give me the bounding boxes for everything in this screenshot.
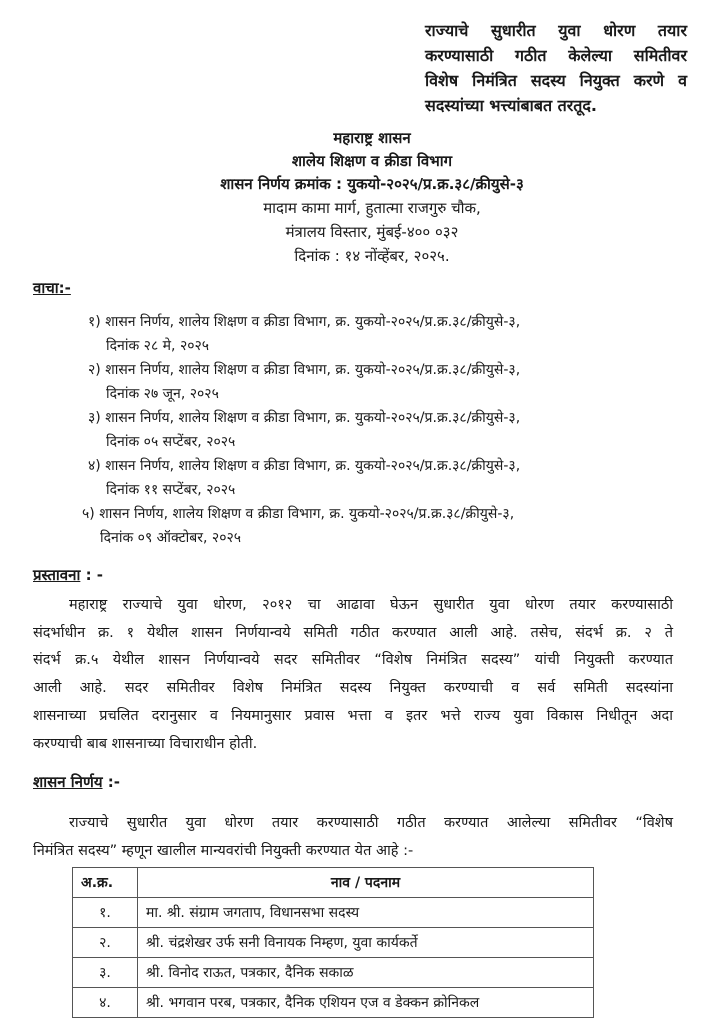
address-line-1: मादाम कामा मार्ग, हुतात्मा राजगुरु चौक,: [263, 199, 481, 217]
gr-number: शासन निर्णय क्रमांक : युकयो-२०२५/प्र.क्र.३८/क्रीयुसे-३: [220, 175, 524, 193]
reference-line: ५) शासन निर्णय, शालेय शिक्षण व क्रीडा विभाग, क्र. युकयो-२०२५/प्र.क्र.३८/क्रीयुसे-३,: [82, 506, 515, 522]
department-name: शालेय शिक्षण व क्रीडा विभाग: [291, 152, 453, 170]
address-line-2: मंत्रालय विस्तार, मुंबई-४०० ०३२: [285, 223, 459, 241]
reference-line: ४) शासन निर्णय, शालेय शिक्षण व क्रीडा विभाग, क्र. युकयो-२०२५/प्र.क्र.३८/क्रीयुसे-३,: [88, 458, 521, 474]
government-name: महाराष्ट्र शासन: [333, 129, 411, 147]
reference-line: १) शासन निर्णय, शालेय शिक्षण व क्रीडा विभाग, क्र. युकयो-२०२५/प्र.क्र.३८/क्रीयुसे-३,: [88, 314, 521, 330]
read-heading: वाचा:-: [33, 279, 71, 297]
paragraph-line: शासनाच्या प्रचलित दरानुसार व नियमानुसार प्रवास भत्ता व इतर भत्ते राज्य युवा विकास निधीतून अदा: [33, 707, 673, 724]
serial-cell: ४.: [73, 988, 138, 1018]
subject-line: विशेष निमंत्रित सदस्य नियुक्त करणे व: [425, 71, 687, 90]
reference-line: ३) शासन निर्णय, शालेय शिक्षण व क्रीडा विभाग, क्र. युकयो-२०२५/प्र.क्र.३८/क्रीयुसे-३,: [88, 410, 521, 426]
decision-paragraph: [33, 810, 673, 865]
decision-heading: [33, 772, 120, 792]
name-cell: श्री. चंद्रशेखर उर्फ सनी विनायक निम्हण, युवा कार्यकर्ते: [138, 928, 594, 958]
table-row: [73, 898, 594, 928]
reference-item: [88, 358, 520, 406]
table-row: [73, 928, 594, 958]
table-header-row: [73, 868, 594, 898]
reference-item: [88, 454, 520, 502]
subject-line: सदस्यांच्या भत्त्यांबाबत तरतूद.: [425, 96, 598, 115]
reference-item: [88, 310, 520, 358]
preamble-heading-suffix: : -: [80, 566, 104, 584]
serial-cell: १.: [73, 898, 138, 928]
subject-line: करण्यासाठी गठीत केलेल्या समितीवर: [425, 46, 687, 65]
reference-item: [82, 502, 514, 550]
reference-date: दिनांक ०५ सप्टेंबर, २०२५: [106, 434, 236, 450]
decision-heading-text: शासन निर्णय: [33, 773, 103, 791]
paragraph-line: निमंत्रित सदस्य” म्हणून खालील मान्यवरांची नियुक्ती करण्यात येत आहे :-: [33, 842, 414, 859]
preamble-heading-text: प्रस्तावना: [33, 566, 81, 584]
reference-date: दिनांक २७ जून, २०२५: [106, 386, 219, 402]
paragraph-line: संदर्भाधीन क्र. १ येथील शासन निर्णयान्वये समिती गठीत करण्यात आली आहे. तसेच, संदर्भ क्र. २ ते: [33, 624, 673, 641]
table-row: [73, 988, 594, 1018]
serial-cell: ३.: [73, 958, 138, 988]
decision-heading-suffix: :-: [102, 773, 120, 791]
reference-date: दिनांक ११ सप्टेंबर, २०२५: [106, 482, 236, 498]
paragraph-line: करण्याची बाब शासनाच्या विचाराधीन होती.: [33, 735, 258, 752]
reference-line: २) शासन निर्णय, शालेय शिक्षण व क्रीडा विभाग, क्र. युकयो-२०२५/प्र.क्र.३८/क्रीयुसे-३,: [88, 362, 521, 378]
column-header-name: नाव / पदनाम: [138, 868, 594, 898]
subject-line: राज्याचे सुधारीत युवा धोरण तयार: [425, 21, 687, 40]
name-cell: श्री. भगवान परब, पत्रकार, दैनिक एशियन एज व डेक्कन क्रोनिकल: [138, 988, 594, 1018]
paragraph-line: संदर्भ क्र.५ येथील शासन निर्णयान्वये सदर समितीवर “विशेष निमंत्रित सदस्य” यांची नियुक्ती करण्यात: [33, 652, 673, 669]
table-row: [73, 958, 594, 988]
reference-item: [88, 406, 520, 454]
paragraph-line: महाराष्ट्र राज्याचे युवा धोरण, २०१२ चा आढावा घेऊन सुधारीत युवा धोरण तयार करण्यासाठी: [69, 597, 673, 613]
paragraph-line: राज्याचे सुधारीत युवा धोरण तयार करण्यासाठी गठीत करण्यात आलेल्या समितीवर “विशेष: [69, 815, 673, 831]
paragraph-line: आली आहे. सदर समितीवर विशेष निमंत्रित सदस्य नियुक्त करण्याची व सर्व समिती सदस्यांना: [33, 680, 673, 697]
appointees-table: [72, 867, 594, 1018]
preamble-heading: [33, 565, 103, 585]
name-cell: मा. श्री. संग्राम जगताप, विधानसभा सदस्य: [138, 898, 594, 928]
name-cell: श्री. विनोद राऊत, पत्रकार, दैनिक सकाळ: [138, 958, 594, 988]
subject-block: [425, 18, 687, 118]
column-header-serial: अ.क्र.: [73, 868, 138, 898]
reference-date: दिनांक ०९ ऑक्टोबर, २०२५: [100, 530, 242, 546]
reference-date: दिनांक २८ मे, २०२५: [106, 338, 210, 354]
gr-date: दिनांक : १४ नोंव्हेंबर, २०२५.: [294, 247, 450, 265]
serial-cell: २.: [73, 928, 138, 958]
preamble-paragraph: [33, 592, 673, 758]
